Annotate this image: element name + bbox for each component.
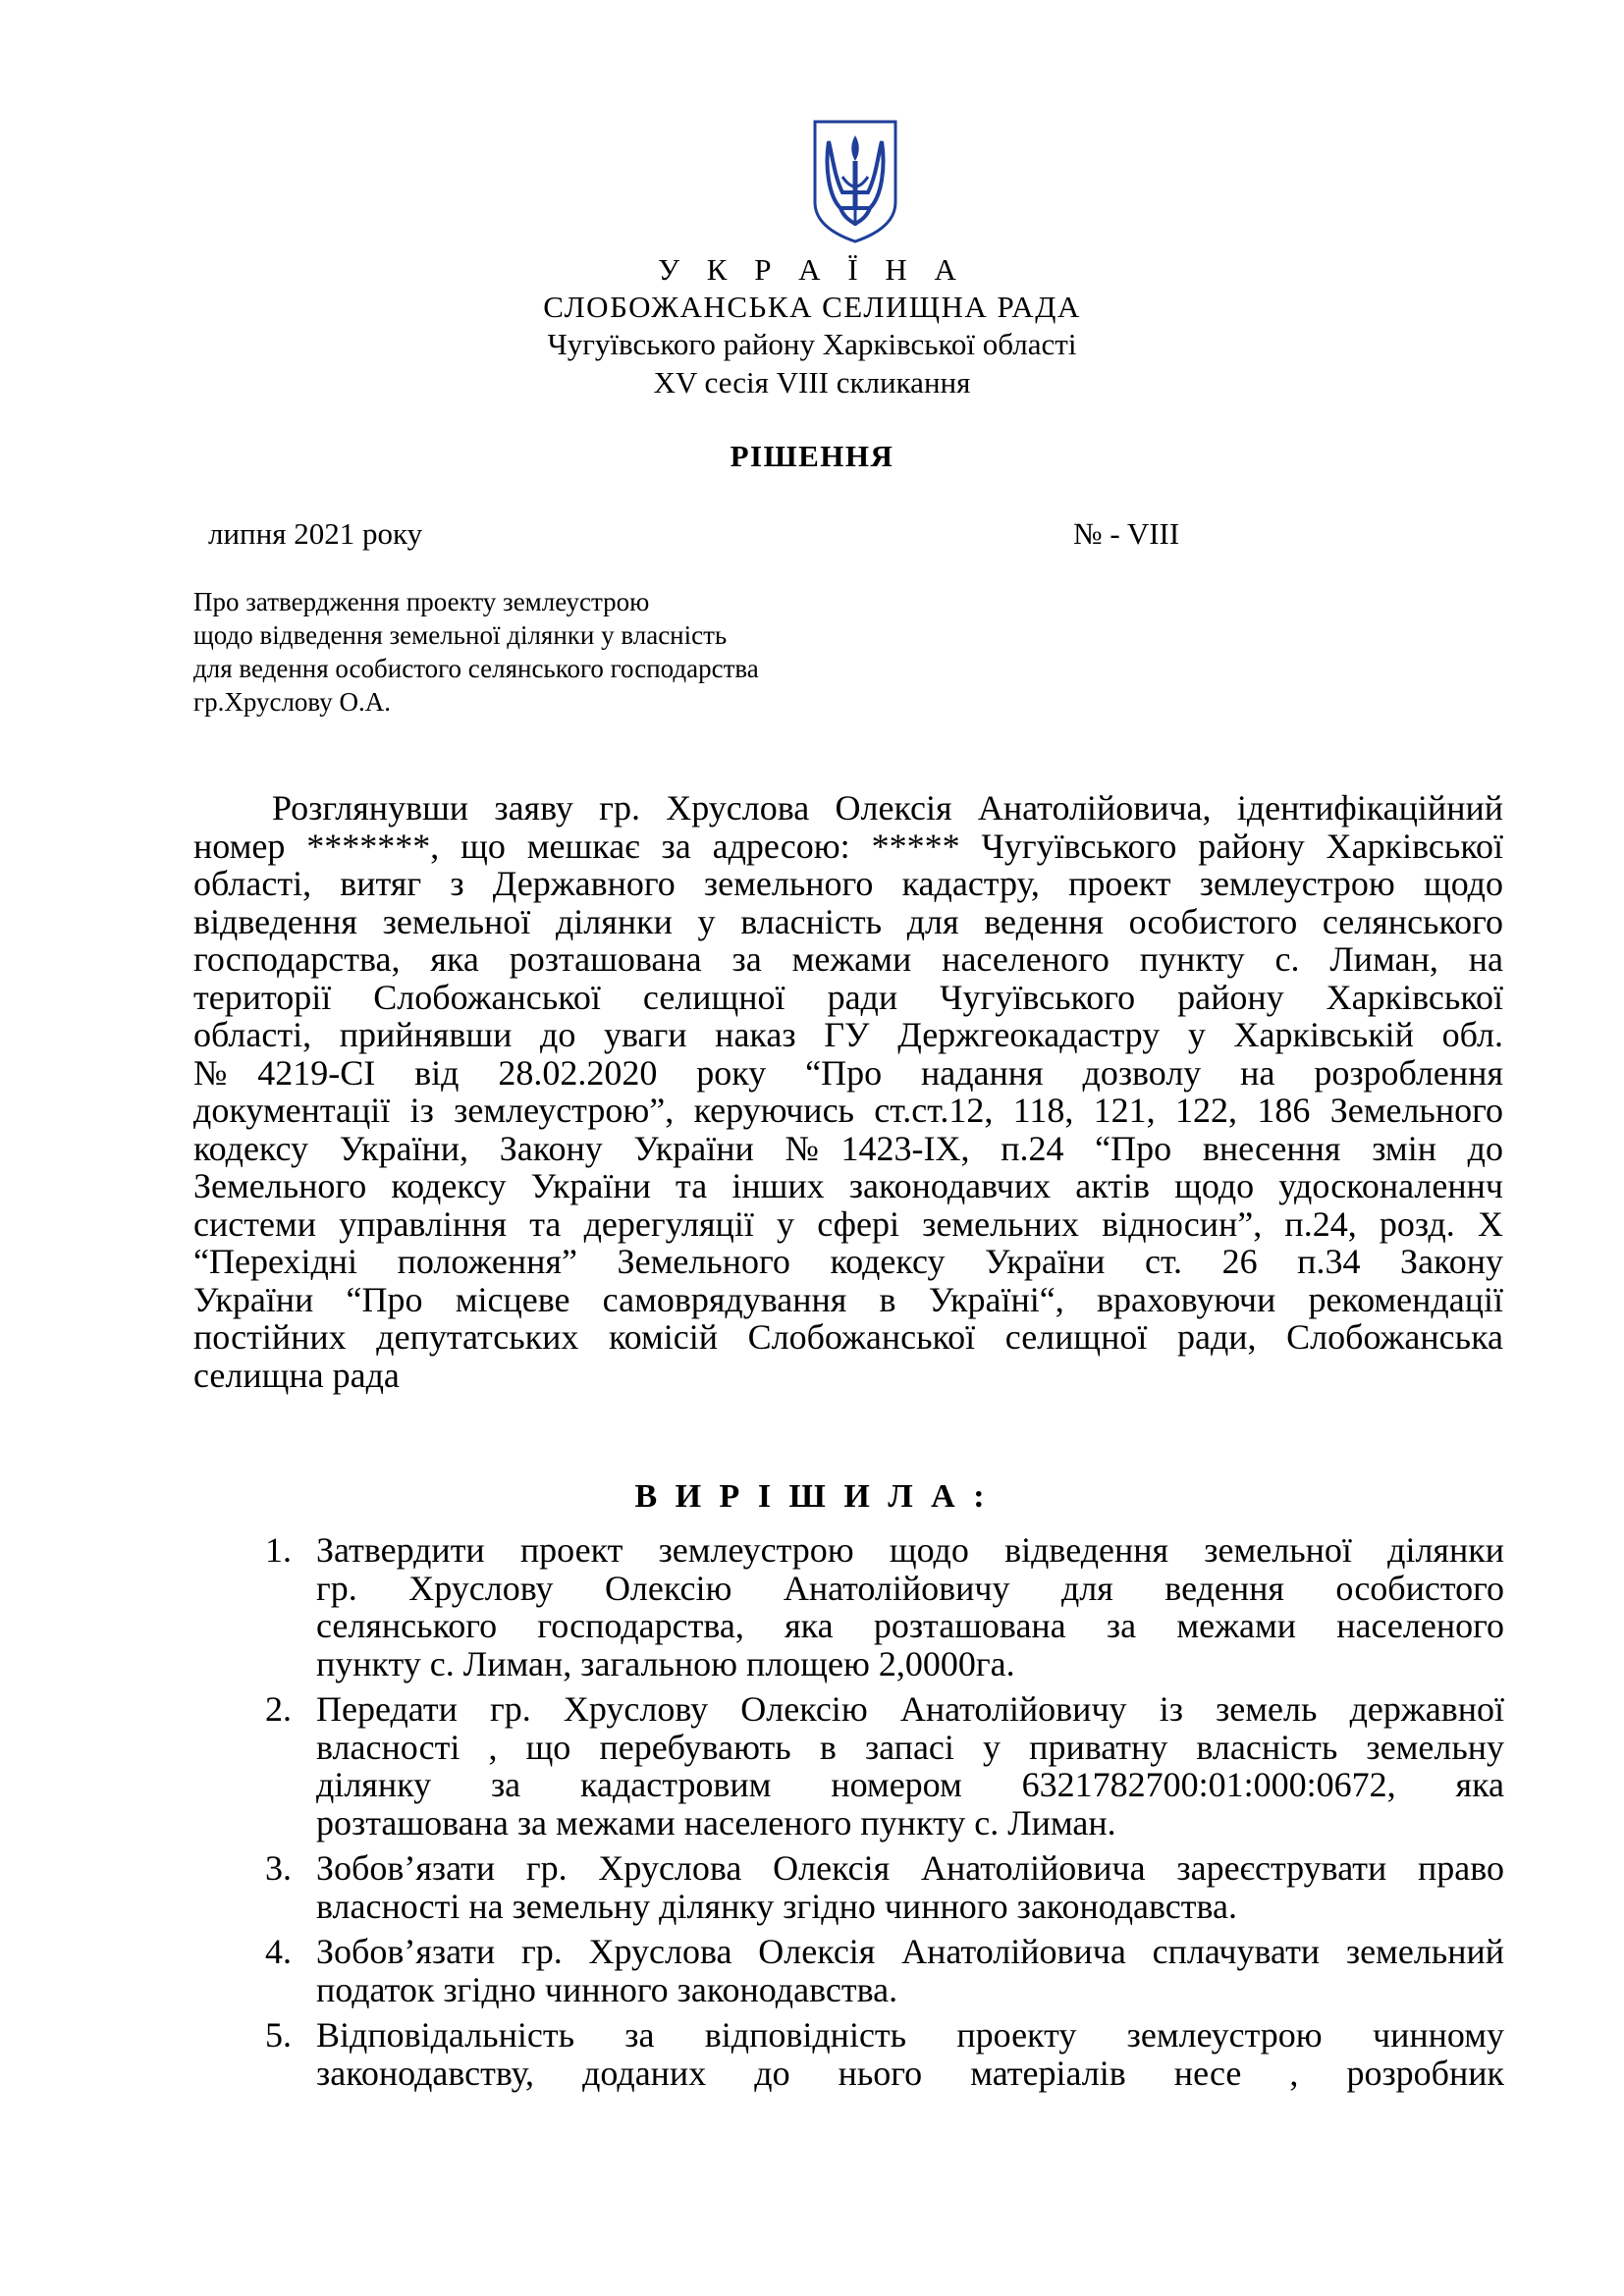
item-line: податок згідно чинного законодавства. [316, 1969, 898, 2009]
paragraph-line: документації із землеустрою”, керуючись ст.ст.12, 118, 121, 122, 186 Земельного [193, 1091, 1503, 1130]
item-line: Відповідальність за відповідність проекту землеустрою чинному [316, 2015, 1504, 2055]
paragraph-line: Розглянувши заяву гр. Хруслова Олексія Анатолійовича, ідентифікаційний [272, 788, 1503, 828]
item-line: Затвердити проект землеустрою щодо відведення земельної ділянки [316, 1530, 1504, 1570]
paragraph-line: “Перехідні положення” Земельного кодексу України ст. 26 п.34 Закону [193, 1242, 1503, 1281]
resolution-item [265, 1531, 1504, 1682]
item-number: 2. [265, 1689, 292, 1729]
item-number: 5. [265, 2015, 292, 2055]
resolved-heading: В И Р І Ш И Л А : [634, 1478, 990, 1515]
subject-line: щодо відведення земельної ділянки у власність [193, 620, 728, 650]
subject-line: для ведення особистого селянського господарства [193, 654, 759, 683]
decision-date: липня 2021 року [208, 516, 423, 551]
paragraph-line: постійних депутатських комісій Слобожанської селищної ради, Слобожанська [193, 1317, 1503, 1357]
item-line: Зобов’язати гр. Хруслова Олексія Анатолійовича зареєструвати право [316, 1848, 1504, 1888]
item-line: селянського господарства, яка розташована за межами населеного [316, 1606, 1504, 1645]
decision-number: № - VIII [1073, 516, 1180, 551]
item-number: 4. [265, 1932, 292, 1971]
paragraph-line: №4219-СІ від 28.02.2020 року “Про надання дозволу на розроблення [193, 1052, 1503, 1093]
paragraph-line: господарства, яка розташована за межами населеного пункту с. Лиман, на [193, 939, 1503, 979]
paragraph-line: системи управління та дерегуляції у сфері земельних відносин”, п.24, розд. X [193, 1203, 1503, 1244]
paragraph-line: Земельного кодексу України та інших законодавчих актів щодо удосконаленнч [193, 1166, 1503, 1205]
paragraph-line: території Слобожанської селищної ради Чугуївського району Харківської [193, 977, 1503, 1017]
resolution-item [265, 2016, 1504, 2092]
council-name: СЛОБОЖАНСЬКА СЕЛИЩНА РАДА [543, 290, 1081, 324]
item-line: гр. Хруслову Олексію Анатолійовичу для ведення особистого [316, 1568, 1504, 1608]
district-name: Чугуївського району Харківської області [547, 327, 1077, 361]
item-line: ділянку за кадастровим номером 6321782700:01:000:0672, яка [316, 1765, 1504, 1804]
resolution-item [265, 1933, 1504, 2008]
resolution-item [265, 1690, 1504, 1842]
session-info: XV сесія VIII скликання [653, 365, 971, 400]
paragraph-line: України “Про місцеве самоврядування в Україні“, враховуючи рекомендації [193, 1279, 1503, 1319]
item-number: 3. [265, 1848, 292, 1888]
decision-subject [193, 585, 900, 719]
resolution-item [265, 1849, 1504, 1925]
paragraph-line: кодексу України, Закону України №1423-IX, п.24 “Про внесення змін до [193, 1128, 1503, 1168]
item-line: Передати гр. Хруслову Олексію Анатолійовичу із земель державної [316, 1689, 1504, 1729]
item-line: Зобов’язати гр. Хруслова Олексія Анатолійовича сплачувати земельний [316, 1932, 1504, 1971]
coat-of-arms-trident-icon [811, 118, 899, 245]
item-line: пункту с. Лиман, загальною площею 2,0000га. [316, 1643, 1015, 1683]
decision-title: РІШЕННЯ [730, 439, 894, 473]
paragraph-line: області, прийнявши до уваги наказ ГУ Держгеокадастру у Харківській обл. [193, 1015, 1503, 1054]
paragraph-line: відведення земельної ділянки у власність для ведення особистого селянського [193, 901, 1503, 941]
paragraph-line: області, витяг з Державного земельного кадастру, проект землеустрою щодо [193, 864, 1503, 903]
item-line: власності на земельну ділянку згідно чинного законодавства. [316, 1886, 1237, 1926]
resolution-list [265, 1531, 1504, 2100]
item-line: законодавству, доданих до нього матеріалів несе , розробник [316, 2053, 1504, 2093]
item-number: 1. [265, 1530, 292, 1570]
preamble-paragraph [193, 789, 1503, 1394]
subject-line: Про затвердження проекту землеустрою [193, 587, 650, 616]
paragraph-line: номер *******, що мешкає за адресою: ***** Чугуївського району Харківської [193, 826, 1503, 866]
subject-line: гр.Хруслову О.А. [193, 687, 391, 717]
item-line: розташована за межами населеного пункту с. Лиман. [316, 1802, 1116, 1842]
country-name: У К Р А Ї Н А [658, 252, 966, 287]
paragraph-line: селищна рада [193, 1355, 400, 1395]
item-line: власності , що перебувають в запасі у приватну власність земельну [316, 1727, 1504, 1767]
